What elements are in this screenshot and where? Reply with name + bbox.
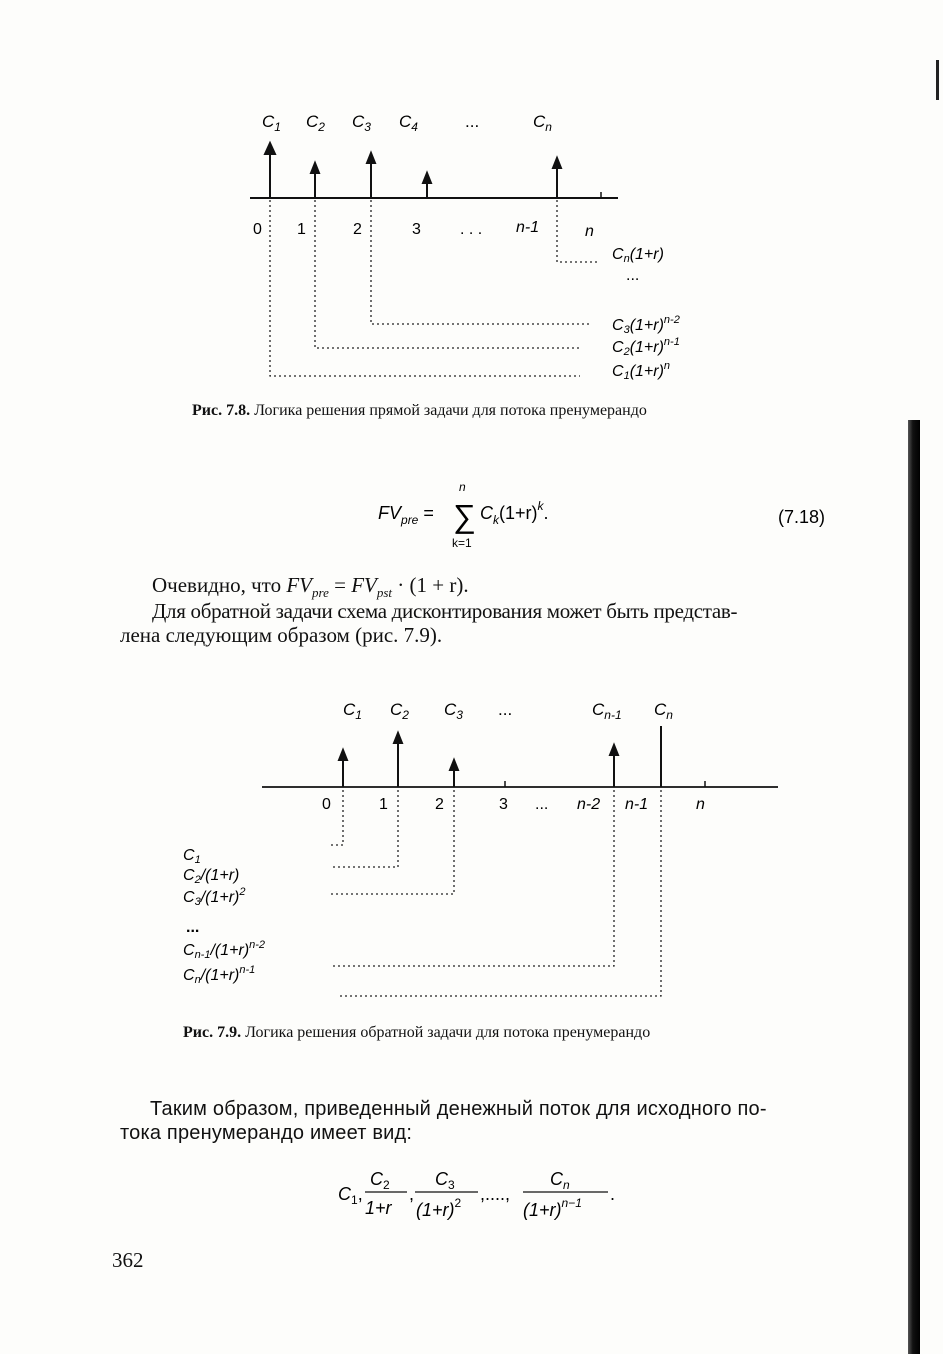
svg-text:C2: $C_2$	[370, 1169, 390, 1192]
fig1-top-label: $C_4$	[399, 112, 418, 134]
paragraph-line: тока пренумерандо имеет вид:	[120, 1122, 413, 1144]
fig1-axis-label: 0	[253, 221, 262, 238]
fig1-top-label: $C_2$	[306, 112, 325, 134]
fig2-axis-label: n	[696, 796, 705, 813]
formula-7-18	[360, 475, 840, 555]
fig2-result-label: $Cn/(1+r)^{n-1}$	[183, 964, 256, 986]
fig2-axis-label: n-1	[625, 796, 649, 813]
svg-text:Cn: $C_n$	[550, 1169, 570, 1192]
fig1-axis-label: n	[585, 223, 594, 240]
svg-text:.: .	[610, 1184, 616, 1204]
fig1-top-label: ...	[465, 112, 480, 131]
fig2-top-label: ...	[498, 700, 513, 719]
fig2-top-label: $C_2$	[390, 700, 409, 722]
svg-text:1+r: 1+r	[365, 1198, 392, 1218]
fig2-axis-label: 1	[379, 796, 388, 813]
fig1-axis-label: 1	[297, 221, 306, 238]
svg-text:k=1: k=1	[452, 536, 472, 550]
fig2-axis-label: n-2	[577, 796, 601, 813]
svg-text:C3: $C_3$	[435, 1169, 455, 1192]
formula-discounted-flow	[330, 1160, 650, 1230]
fig2-top-label: $C_n$	[654, 700, 673, 722]
fig2-result-label: $C3/(1+r)^2$	[183, 886, 246, 908]
fig2-top-label: $C_3$	[444, 700, 463, 722]
fig1-top-label: $C_3$	[352, 112, 371, 134]
fig1-top-label: $C_n$	[533, 112, 552, 134]
fig2-top-label: $C_1$	[343, 700, 362, 722]
scan-edge-mark	[936, 60, 939, 100]
scan-page-edge	[908, 420, 920, 1354]
fig1-result-label: $C1(1+r)^n$	[612, 360, 671, 382]
fig1-result-label: $C2(1+r)^{n-1}$	[612, 336, 680, 358]
figure-7-8-caption: Рис. 7.8. Логика решения прямой задачи для потока пренумерандо	[192, 402, 647, 419]
fig2-result-label: C1	[183, 847, 201, 866]
equation-number: (7.18)	[778, 507, 826, 527]
fig2-axis-label: 0	[322, 796, 331, 813]
fig1-top-label: $C_1$	[262, 112, 281, 134]
fig2-top-label: $C_{n-1}$	[592, 700, 622, 722]
paragraph-line: Очевидно, что $FV_{pre} = FV_{pst} \cdot (1 + r)$.	[152, 573, 469, 601]
projection-line	[338, 790, 661, 996]
svg-text:(1+r)2: $(1+r)^2$	[416, 1196, 462, 1220]
svg-text:,: ,	[409, 1184, 415, 1204]
fig2-result-label: C2/(1+r)	[183, 867, 240, 886]
svg-text:C1,: $C_1$,	[338, 1184, 363, 1207]
svg-text:(1+r)n−1: $(1+r)^{n-1}$	[523, 1196, 582, 1220]
figure-7-8	[0, 0, 943, 400]
page-number: 362	[112, 1248, 144, 1272]
fig1-result-label: ...	[626, 267, 640, 284]
figure-7-9-caption: Рис. 7.9. Логика решения обратной задачи для потока пренумерандо	[183, 1024, 651, 1041]
projection-line	[330, 790, 614, 966]
fig1-axis-label: 3	[412, 221, 421, 238]
fig2-axis-label: ...	[535, 796, 549, 813]
fig1-result-label: $C3(1+r)^{n-2}$	[612, 314, 680, 336]
fig2-axis-label: 3	[499, 796, 508, 813]
fig2-result-label: ...	[186, 919, 200, 936]
figure-7-9	[0, 680, 943, 1020]
fig2-axis-label: 2	[435, 796, 444, 813]
fig1-axis-label: . . .	[460, 221, 483, 238]
paragraph-line: лена следующим образом (рис. 7.9).	[120, 623, 443, 647]
svg-text:Ck(1+r)k.: $C_k(1+r)^k$.	[480, 499, 549, 527]
fig1-result-label: Cn(1+r)	[612, 246, 664, 265]
fig1-axis-label: n-1	[516, 219, 540, 236]
svg-text:FVpre =: $FV_{pre}$ =	[378, 503, 434, 527]
svg-text:∑: ∑	[453, 498, 476, 534]
fig1-axis-label: 2	[353, 221, 362, 238]
svg-text:n: n	[459, 480, 466, 494]
svg-text:,....,: ,....,	[480, 1184, 511, 1204]
paragraph-line: Для обратной задачи схема дисконтирования может быть представ-	[152, 599, 738, 623]
projection-line	[330, 790, 343, 845]
paragraph-line: Таким образом, приведенный денежный поток для исходного по-	[150, 1098, 767, 1120]
fig2-result-label: $Cn-1/(1+r)^{n-2}$	[183, 939, 266, 961]
